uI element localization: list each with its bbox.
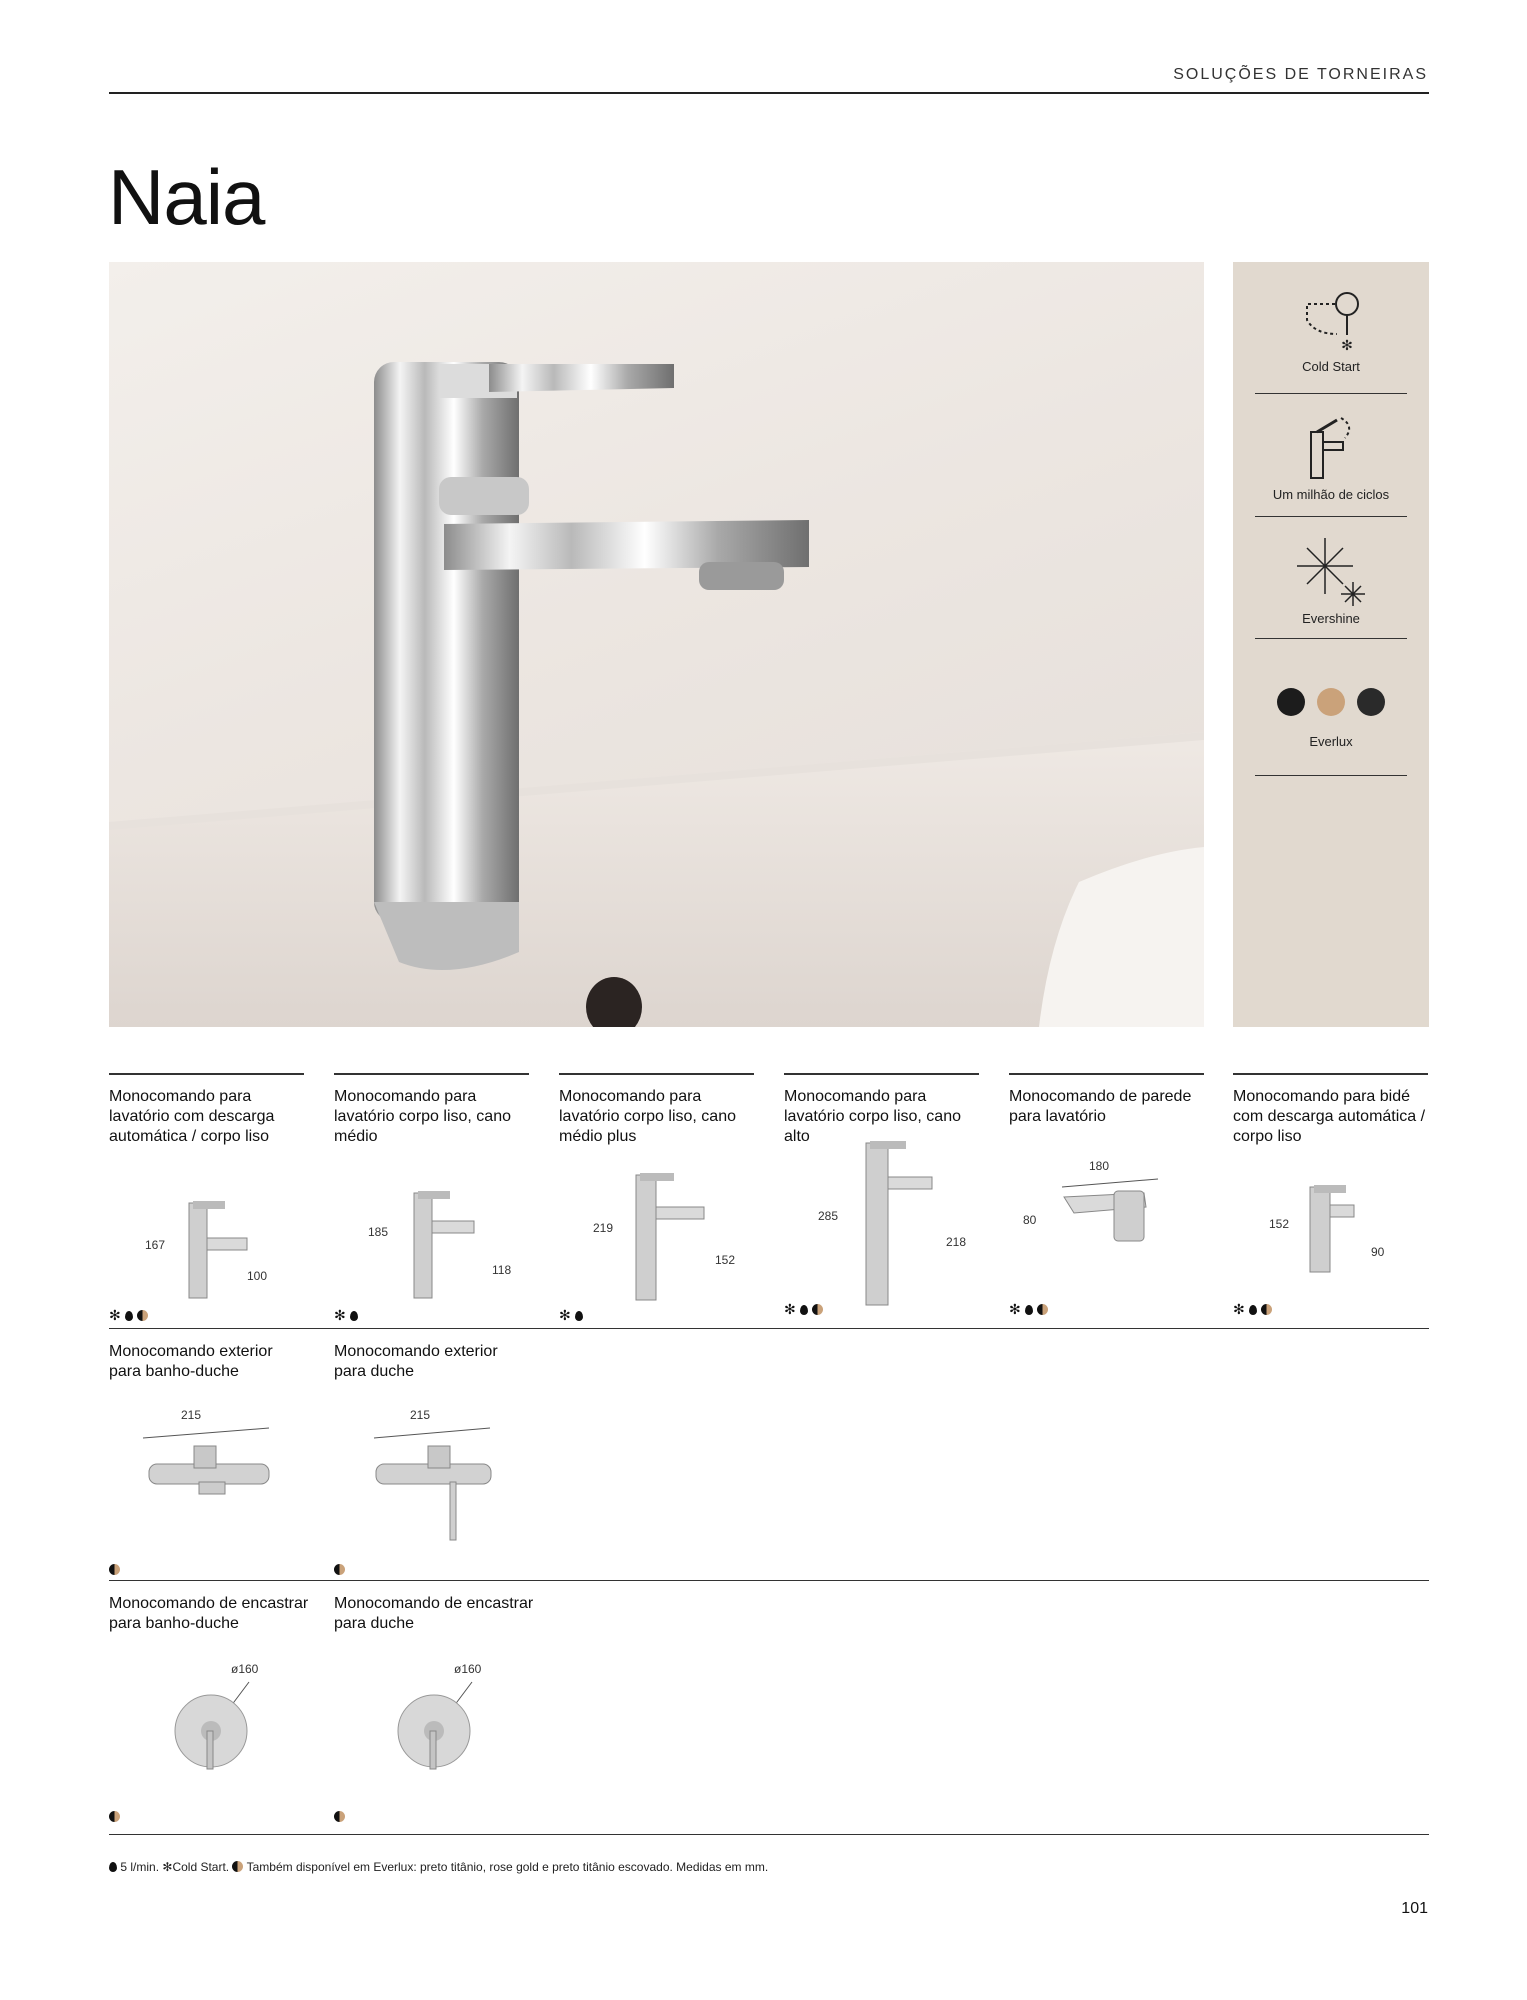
product-name: Monocomando de encastrar para banho-duche [109,1595,309,1632]
dimension-spout: 152 [715,1253,736,1267]
feature-icons [1009,1301,1048,1318]
dimension-diameter: ø160 [454,1662,482,1676]
divider [334,1073,529,1075]
faucet-image [844,1133,944,1308]
flow-drop-icon [350,1311,358,1321]
dimension-spout: 118 [492,1263,512,1277]
cold-start-icon: ✻ [559,1307,571,1323]
dimension-height: 285 [818,1209,839,1223]
cold-start-icon: ✻ [1009,1301,1021,1317]
flow-drop-icon [109,1862,117,1872]
cold-start-icon [1255,290,1407,352]
row-divider [109,1328,1429,1329]
feature-label: Everlux [1309,734,1353,749]
divider [1009,1073,1204,1075]
everlux-icon [1037,1304,1048,1315]
product-card[interactable] [109,1328,304,1583]
faucet-image [624,1165,714,1305]
feature-icons [334,1808,345,1824]
everlux-icon [812,1304,823,1315]
cold-start-icon: ✻ [784,1301,796,1317]
divider [109,1073,304,1075]
svg-text:✻: ✻ [1341,337,1353,352]
faucet-image [384,1676,494,1776]
dimension-width: 215 [181,1408,202,1422]
dimension-spout: 90 [1371,1245,1385,1259]
feature-label: Um milhão de ciclos [1272,487,1390,502]
divider [1255,393,1407,394]
product-card[interactable] [334,1328,529,1583]
feature-million-cycles [1255,412,1407,502]
dimension-spout: 218 [946,1235,967,1249]
legend-footnote [109,1860,768,1874]
faucet-image [370,1424,500,1554]
feature-icons [109,1808,120,1824]
everlux-icon [109,1564,120,1575]
feature-evershine [1255,534,1407,626]
divider [1255,516,1407,517]
everlux-icon [1261,1304,1272,1315]
page-title: Naia [108,153,265,241]
product-card[interactable] [1233,1073,1428,1328]
section-label: SOLUÇÕES DE TORNEIRAS [1173,66,1428,83]
cold-start-icon: ✻ [1233,1301,1245,1317]
row-divider [109,1834,1429,1835]
product-card[interactable] [334,1073,529,1328]
divider [1255,775,1407,776]
feature-icons [109,1561,120,1577]
product-card[interactable] [109,1073,304,1328]
faucet-image [1298,1177,1378,1277]
feature-everlux [1255,682,1407,749]
dimension-height: 80 [1023,1213,1037,1227]
feature-icons [1233,1301,1272,1318]
everlux-icon [137,1310,148,1321]
product-card[interactable] [334,1580,534,1835]
legend-everlux: Também disponível em Everlux: preto titânio, rose gold e preto titânio escovado. Medidas em mm. [246,1860,769,1874]
product-card[interactable] [1009,1073,1204,1328]
flow-drop-icon [575,1311,583,1321]
feature-cold-start [1255,290,1407,374]
cold-start-icon: ✻ [334,1307,346,1323]
dimension-height: 219 [593,1221,614,1235]
everlux-icon [334,1811,345,1822]
product-card[interactable] [559,1073,754,1328]
finish-swatch-rose-gold [1317,688,1345,716]
dimension-width: 180 [1089,1159,1110,1173]
product-name: Monocomando de parede para lavatório [1009,1088,1192,1125]
divider [559,1073,754,1075]
divider [784,1073,979,1075]
feature-label: Cold Start [1302,359,1360,374]
feature-label: Evershine [1302,611,1360,626]
flow-drop-icon [1249,1305,1257,1315]
hero-faucet-photo [109,262,1204,1027]
everlux-icon [109,1811,120,1822]
features-sidebar [1233,262,1429,1027]
feature-icons [334,1561,345,1577]
product-name: Monocomando exterior para duche [334,1343,498,1380]
feature-icons [559,1307,583,1324]
product-name: Monocomando para lavatório corpo liso, cano alto [784,1088,961,1145]
flow-drop-icon [125,1311,133,1321]
product-name: Monocomando exterior para banho-duche [109,1343,273,1380]
product-name: Monocomando para lavatório corpo liso, cano médio [334,1088,511,1145]
header-divider [109,92,1429,94]
faucet-image [139,1424,279,1514]
product-name: Monocomando para bidé com descarga automática / corpo liso [1233,1088,1426,1145]
everlux-icon [232,1861,243,1872]
finish-swatch-brushed-titanium-black [1357,688,1385,716]
faucet-image [1054,1177,1164,1257]
cold-start-icon: ✻ [162,1860,173,1874]
divider [1233,1073,1428,1075]
cold-start-icon: ✻ [109,1307,121,1323]
divider [1255,638,1407,639]
feature-icons [109,1307,148,1324]
legend-cold-start: Cold Start. [172,1860,230,1874]
row-divider [109,1580,1429,1581]
feature-icons [334,1307,358,1324]
dimension-spout: 100 [247,1269,268,1283]
dimension-diameter: ø160 [231,1662,259,1676]
faucet-image [179,1193,259,1303]
legend-flow: 5 l/min. [120,1860,160,1874]
page-number: 101 [1401,1900,1428,1917]
product-name: Monocomando de encastrar para duche [334,1595,534,1632]
feature-icons [784,1301,823,1318]
flow-drop-icon [1025,1305,1033,1315]
dimension-height: 185 [368,1225,389,1239]
million-cycles-icon [1255,412,1407,482]
faucet-image [161,1676,271,1776]
finish-swatch-titanium-black [1277,688,1305,716]
everlux-icon [334,1564,345,1575]
product-card[interactable] [109,1580,309,1835]
product-card[interactable] [784,1073,979,1328]
everlux-finish-swatches-icon [1255,682,1407,722]
flow-drop-icon [800,1305,808,1315]
dimension-width: 215 [410,1408,431,1422]
dimension-height: 167 [145,1238,166,1252]
dimension-height: 152 [1269,1217,1290,1231]
evershine-sparkle-icon [1255,534,1407,608]
faucet-image [404,1183,484,1303]
product-name: Monocomando para lavatório com descarga automática / corpo liso [109,1088,275,1145]
product-name: Monocomando para lavatório corpo liso, cano médio plus [559,1088,736,1145]
